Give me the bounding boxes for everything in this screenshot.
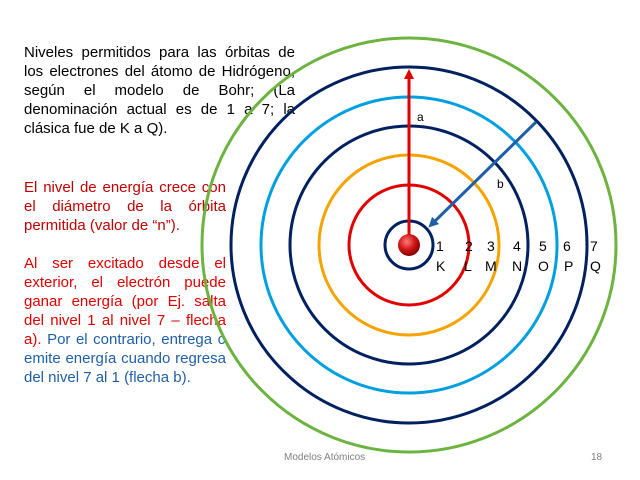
level-5-number: 5 <box>539 238 547 254</box>
level-7-letter: Q <box>590 258 601 274</box>
footer-title: Modelos Atómicos <box>284 452 366 463</box>
page-number: 18 <box>591 452 603 463</box>
level-2-letter: L <box>464 258 472 274</box>
level-3-letter: M <box>485 258 497 274</box>
level-4-letter: N <box>512 258 523 274</box>
emission-text: Por el contrario, entrega o emite energía cuando regresa del nivel 7 al 1 (flecha b). <box>24 331 226 386</box>
level-1-letter: K <box>436 258 446 274</box>
level-6-number: 6 <box>563 238 571 254</box>
level-1-number: 1 <box>436 238 444 254</box>
arrow-b-label: b <box>497 177 504 191</box>
absorption-text: Al ser excitado desde el exterior, el electrón puede ganar energía (por Ej. salta del nivel 1 al nivel 7 – flecha a). <box>24 255 226 348</box>
nucleus <box>398 234 420 256</box>
intro-text: Niveles permitidos para las órbitas de los electrones del átomo de Hidrógeno, según el modelo de Bohr; (La denominación actual es de 1 a 7; la clásica fue de K a Q). <box>24 44 295 137</box>
level-2-number: 2 <box>465 238 473 254</box>
level-7-number: 7 <box>590 238 598 254</box>
arrow-b <box>432 122 536 224</box>
level-5-letter: O <box>538 258 549 274</box>
level-3-number: 3 <box>487 238 495 254</box>
arrow-a-label: a <box>417 110 424 124</box>
level-4-number: 4 <box>513 238 521 254</box>
level-6-letter: P <box>564 258 574 274</box>
energy-text: El nivel de energía crece con el diámetro de la órbita permitida (valor de “n”). <box>24 179 226 234</box>
